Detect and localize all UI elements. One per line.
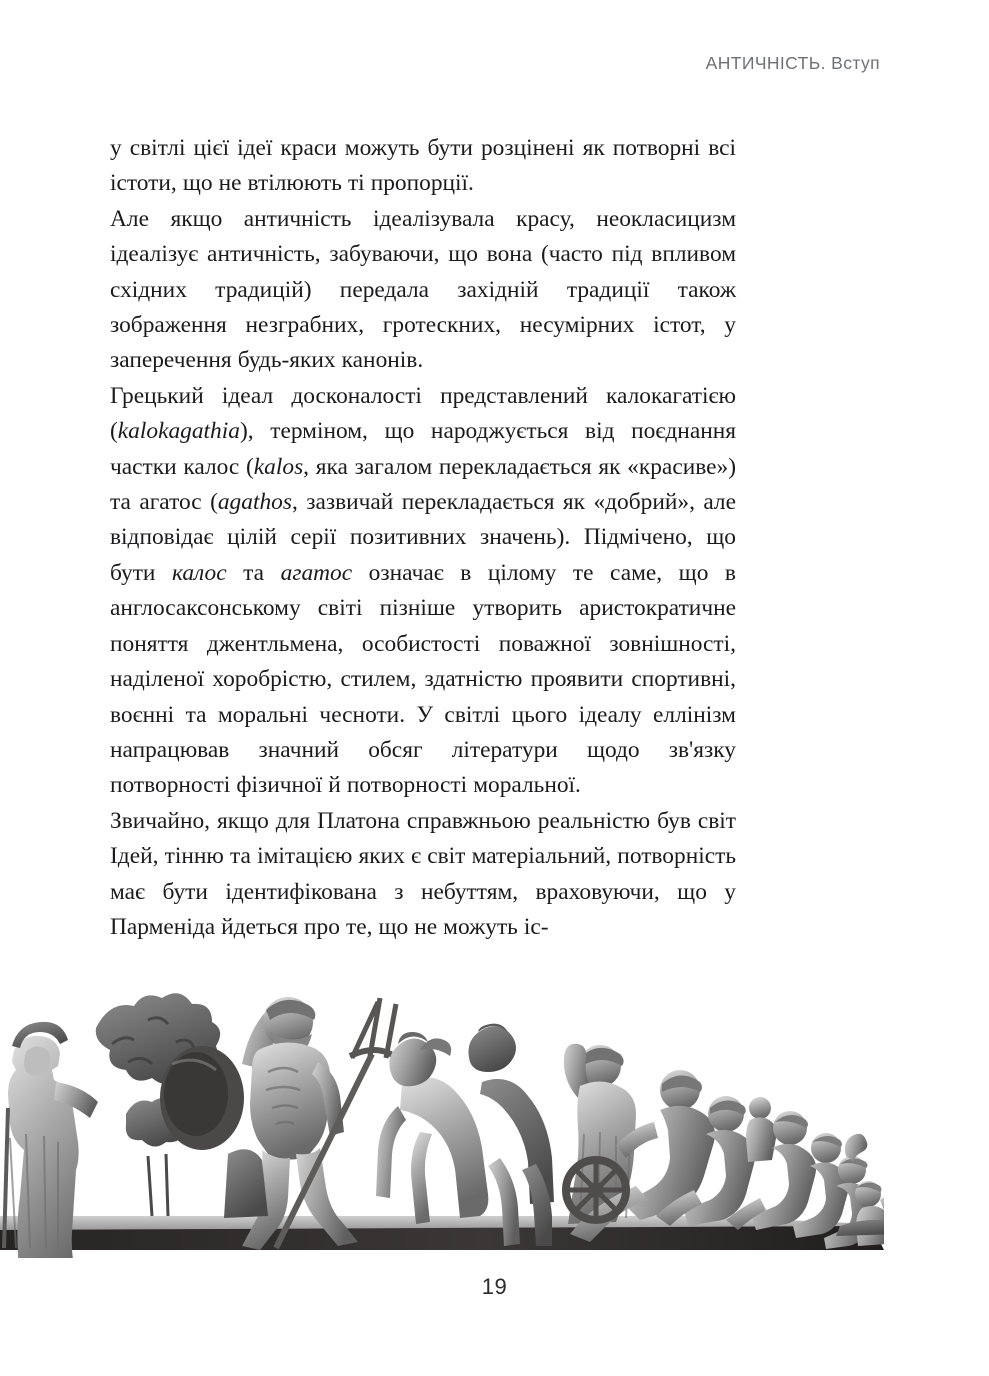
pediment-sculpture-illustration <box>0 958 884 1258</box>
running-header: АНТИЧНІСТЬ. Вступ <box>705 53 880 73</box>
figure-child <box>746 1097 777 1162</box>
figure-poseidon <box>224 997 396 1250</box>
shield <box>160 1046 244 1150</box>
paragraph: Грецький ідеал досконалості представлений калокагатією (kalokagathia), терміном, що народжується від поєднання частки калос (kalos, яка загалом перекладається як «красиве») та агатос (agathos, зазвичай перекладається як «добрий», але відповідає цілій серії позитивних значень). Підмічено, що бути калос та агатос означає в цілому те саме, що в англосаксонському світі пізніше утворить аристократичне поняття джентльмена, особистості поважної зовнішності, наділеної хоробрістю, стилем, здатністю проявити спортивні, воєнні та моральні чесноти. У світлі цього ідеалу еллінізм напрацював значний обсяг літератури щодо зв'язку потворності фізичної й потворності моральної. <box>110 382 736 799</box>
page-number: 19 <box>481 1274 508 1299</box>
paragraph: Але якщо античність ідеалізувала красу, неокласицизм ідеалізує античність, забуваючи, що вона (часто під впливом східних традицій) передала західній традиції також зображення незграбних, гротескних, несумірних істот, у заперечення будь-яких канонів. <box>110 205 736 374</box>
body-text-column <box>110 131 736 945</box>
paragraph: у світлі цієї ідеї краси можуть бути розцінені як потворні всі істоти, що не втілюють ті пропорції. <box>110 135 736 197</box>
paragraph: Звичайно, якщо для Платона справжньою реальністю був світ Ідей, тінню та імітацією яких є світ матеріальний, потворність має бути ідентифікована з небуттям, враховуючи, що у Парменіда йдеться про те, що не можуть іс- <box>110 807 736 940</box>
chariot-wheel <box>566 1160 626 1220</box>
rearing-horses <box>376 1024 554 1246</box>
